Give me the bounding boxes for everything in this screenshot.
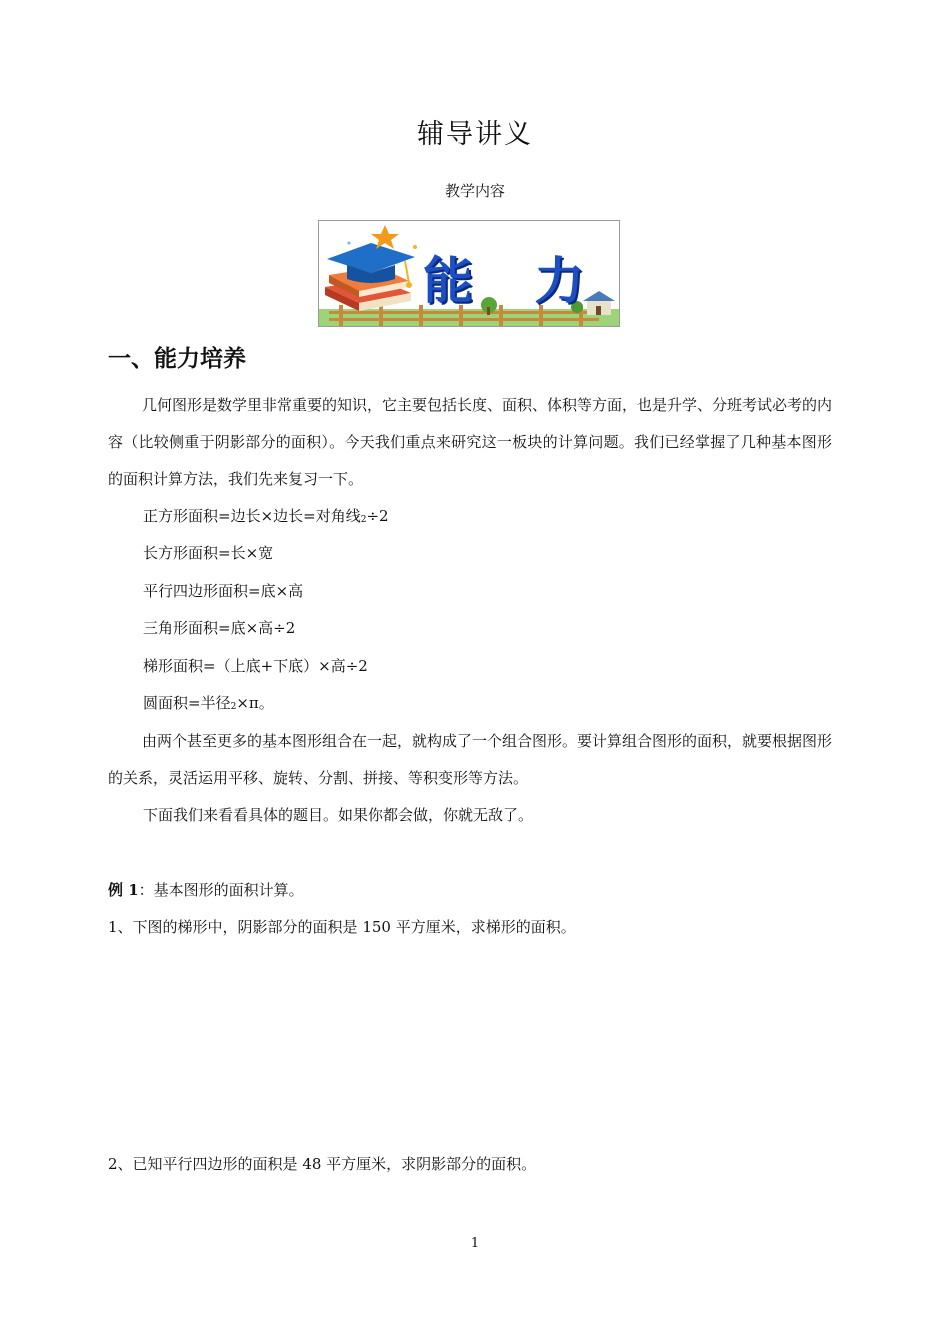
formula-triangle: 三角形面积=底×高÷2 — [143, 619, 296, 637]
formula-square-exponent: 2 — [360, 515, 367, 525]
ability-banner — [318, 220, 620, 327]
formula-circle-text: 圆面积=半径 — [143, 694, 231, 712]
example-label: 例 1 — [108, 881, 139, 899]
document-subtitle: 教学内容 — [444, 182, 505, 200]
example-title: ：基本图形的面积计算。 — [138, 881, 304, 899]
formula-square-text: 正方形面积=边长×边长=对角线 — [143, 507, 361, 525]
formula-rectangle: 长方形面积=长×宽 — [143, 544, 274, 562]
formula-circle-tail: ×π。 — [236, 694, 274, 712]
formula-square-tail: ÷2 — [366, 507, 389, 525]
banner-title: 能 力 — [423, 252, 607, 310]
next-paragraph: 下面我们来看看具体的题目。如果你都会做，你就无敌了。 — [143, 806, 534, 824]
intro-paragraph: 几何图形是数学里非常重要的知识，它主要包括长度、面积、体积等方面，也是升学、分班考试必考的内容（比较侧重于阴影部分的面积）。今天我们重点来研究这一板块的计算问题。我们已经掌握了几种基本图形的面积计算方法，我们先来复习一下。 — [108, 396, 833, 488]
question-1: 1、下图的梯形中，阴影部分的面积是 150 平方厘米，求梯形的面积。 — [108, 918, 576, 936]
formula-circle-exponent: 2 — [230, 702, 237, 712]
page-number: 1 — [470, 1236, 480, 1251]
formula-trapezoid: 梯形面积=（上底+下底）×高÷2 — [143, 657, 368, 675]
document-title: 辅导讲义 — [417, 119, 533, 150]
example-heading — [108, 872, 304, 909]
question-2: 2、已知平行四边形的面积是 48 平方厘米，求阴影部分的面积。 — [108, 1155, 537, 1173]
combined-shapes-paragraph: 由两个甚至更多的基本图形组合在一起，就构成了一个组合图形。要计算组合图形的面积，就要根据图形的关系，灵活运用平移、旋转、分割、拼接、等积变形等方法。 — [108, 732, 833, 787]
formula-square — [143, 498, 389, 539]
formula-parallelogram: 平行四边形面积=底×高 — [143, 582, 304, 600]
formula-circle — [143, 685, 274, 726]
section-heading: 一、能力培养 — [108, 346, 246, 372]
